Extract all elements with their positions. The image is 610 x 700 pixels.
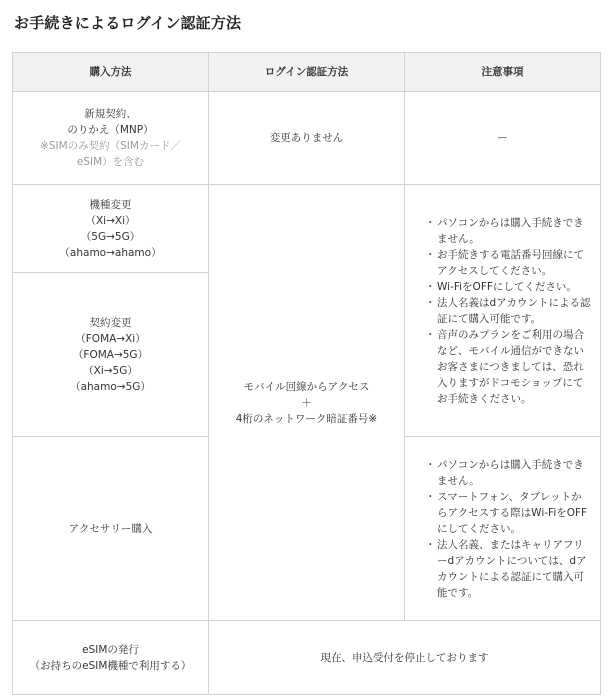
shared-notes-list [413, 215, 592, 407]
cell-model-change-method [13, 185, 209, 273]
new-contract-label: 新規契約、 [84, 108, 137, 120]
table-row-model-change [13, 185, 601, 273]
sim-only-note: ※SIMのみ契約（SIMカード／ [40, 140, 181, 152]
mobile-access-label: モバイル回線からアクセス [243, 380, 370, 393]
list-item: ・ 法人名義はdアカウントによる認証にて購入可能です。 [425, 295, 592, 327]
cell-esim-method [13, 621, 209, 695]
model-change-label: 機種変更 [89, 198, 132, 211]
contract-change-xi-5g: （Xi→5G） [83, 364, 138, 377]
contract-change-foma-5g: （FOMA→5G） [72, 348, 149, 361]
cell-esim-status: 現在、申込受付を停止しております [209, 621, 601, 695]
list-item: ・ Wi-FiをOFFにしてください。 [425, 279, 592, 295]
header-login-auth-method: ログイン認証方法 [209, 53, 405, 92]
list-item: ・ パソコンからは購入手続きできません。 [425, 457, 592, 489]
list-item: ・ 法人名義、またはキャリアフリーdアカウントについては、dアカウントによる認証にて購入可能です。 [425, 537, 592, 601]
cell-new-contract-method [13, 92, 209, 185]
contract-change-label: 契約変更 [89, 316, 132, 329]
cell-new-contract-auth: 変更ありません [209, 92, 405, 185]
esim-issue-label: eSIMの発行 [82, 643, 139, 656]
list-item: ・ スマートフォン、タブレットからアクセスする際はWi-FiをOFFにしてください。 [425, 489, 592, 537]
page-title: お手続きによるログイン認証方法 [14, 14, 242, 32]
list-item: ・ パソコンからは購入手続きできません。 [425, 215, 592, 247]
cell-contract-change-method [13, 273, 209, 437]
header-notes: 注意事項 [405, 53, 601, 92]
cell-accessory-notes [405, 437, 601, 621]
contract-change-ahamo-5g: （ahamo→5G） [70, 380, 151, 393]
cell-new-contract-notes: ー [405, 92, 601, 185]
header-purchase-method: 購入方法 [13, 53, 209, 92]
esim-device-note: （お持ちのeSIM機種で利用する） [29, 659, 192, 672]
model-change-ahamo: （ahamo→ahamo） [59, 246, 162, 259]
list-item: ・ お手続きする電話番号回線にてアクセスしてください。 [425, 247, 592, 279]
header-row [13, 53, 601, 92]
list-item: ・ 音声のみプランをご利用の場合など、モバイル通信ができないお客さまにつきましては、恐れ入りますがドコモショップにてお手続きください。 [425, 327, 592, 407]
cell-shared-auth-method [209, 185, 405, 621]
contract-change-foma-xi: （FOMA→Xi） [75, 332, 146, 345]
model-change-5g: （5G→5G） [80, 230, 141, 243]
login-auth-table [12, 52, 601, 695]
table-row-new-contract [13, 92, 601, 185]
accessory-notes-list [413, 457, 592, 601]
plus-label: ＋ [301, 396, 312, 409]
table-row-esim [13, 621, 601, 695]
cell-shared-notes [405, 185, 601, 437]
network-pin-label: 4桁のネットワーク暗証番号※ [235, 412, 378, 425]
cell-accessory-method: アクセサリー購入 [13, 437, 209, 621]
esim-note: eSIM）を含む [76, 156, 145, 168]
mnp-label: のりかえ（MNP） [67, 124, 154, 136]
model-change-xi: （Xi→Xi） [85, 214, 136, 227]
